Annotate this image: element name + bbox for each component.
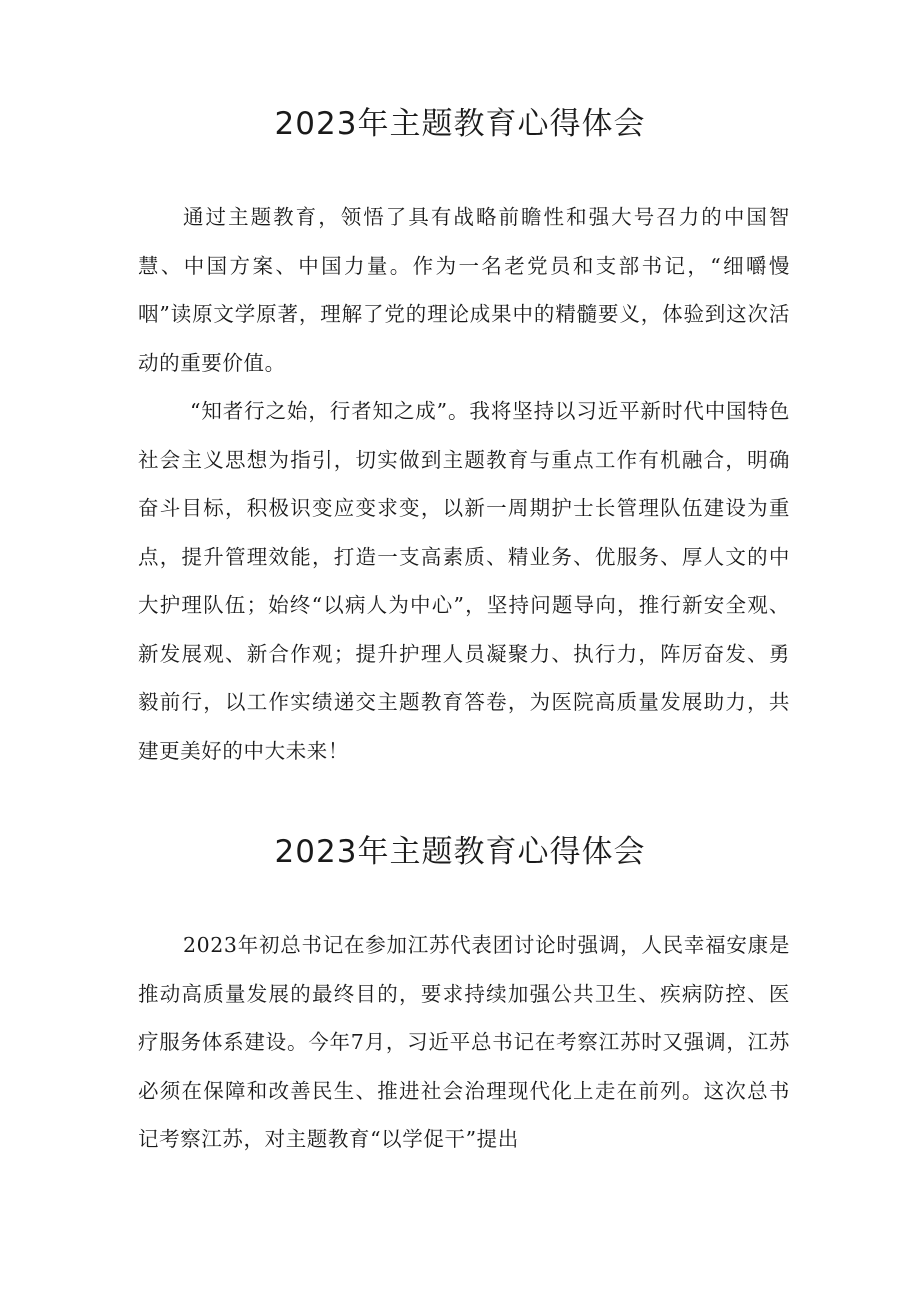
section-1-paragraph-2: “知者行之始，行者知之成”。我将坚持以习近平新时代中国特色社会主义思想为指引，切实做到主题教育与重点工作有机融合，明确奋斗目标，积极识变应变求变，以新一周期护士长管理队伍建设为重点，提升管理效能，打造一支高素质、精业务、优服务、厚人文的中大护理队伍；始终“以病人为中心”，坚持问题导向，推行新安全观、新发展观、新合作观；提升护理人员凝聚力、执行力，阵厉奋发、勇毅前行，以工作实绩递交主题教育答卷，为医院高质量发展助力，共建更美好的中大未来！ xyxy=(138,399,790,763)
section-2-paragraph-1: 2023年初总书记在参加江苏代表团讨论时强调，人民幸福安康是推动高质量发展的最终目的，要求持续加强公共卫生、疾病防控、医疗服务体系建设。今年7月，习近平总书记在考察江苏时又强调，江苏必须在保障和改善民生、推进社会治理现代化上走在前列。这次总书记考察江苏，对主题教育“以学促干”提出 xyxy=(138,933,790,1151)
section-2-title: 2023年主题教育心得体会 xyxy=(274,834,646,870)
section-1-paragraph-1: 通过主题教育，领悟了具有战略前瞻性和强大号召力的中国智慧、中国方案、中国力量。作为一名老党员和支部书记，“细嚼慢咽”读原文学原著，理解了党的理论成果中的精髓要义，体验到这次活动的重要价值。 xyxy=(138,205,790,375)
section-1-title: 2023年主题教育心得体会 xyxy=(274,106,646,142)
